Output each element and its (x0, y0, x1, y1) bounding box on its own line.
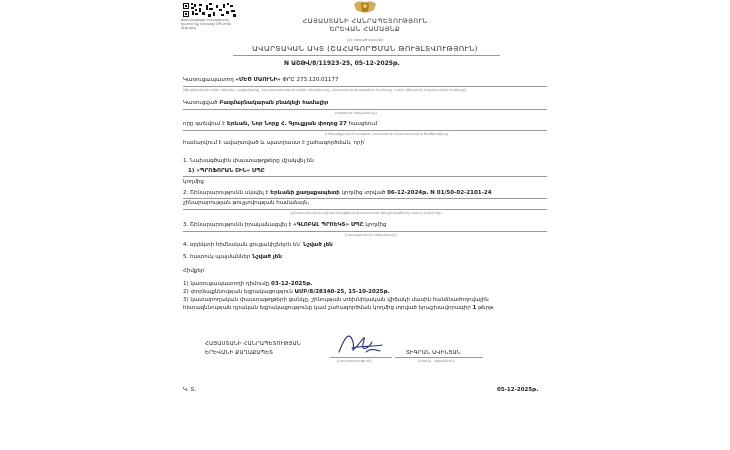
attachment-3-unit: թերթ (478, 305, 494, 311)
item2-date: 06-12-2024թ. (387, 190, 429, 196)
item3-tail: կողմից (365, 222, 387, 228)
item1-underline (183, 176, 547, 177)
signatory-name: ՏԻԳՐԱՆ ԱՎԻՆՅԱՆ (406, 350, 461, 356)
attachment-1-date: 03-12-2025թ. (271, 281, 313, 287)
location-prefix: որը գտնվում է (183, 121, 226, 127)
attachment-1 (183, 281, 312, 288)
attachment-3-line2 (183, 305, 493, 312)
item3-prefix: 3. Շինարարությունն իրականացվել է (183, 222, 292, 228)
object-underline (183, 109, 547, 110)
attachment-2-value: ԱՄԲ/8/28340-25, 15-10-2025թ. (294, 289, 390, 295)
object-caption: (օբյեկտի անվանումը) (335, 111, 377, 115)
applicant-caption: (ֆիզիկական անձի անունը, ազգանունը, իրավաբանական անձի անվանումը, պետական գրանցման համարը, հարկ վճարողի հաշվառման համարը) (183, 88, 467, 92)
item4-prefix: 4. օբյեկտի հիմնական ցուցանիշներն են՝ (183, 242, 302, 248)
item2-tail: շինարարության թույլտվության համաձայն, (183, 200, 310, 206)
attachment-3-line1: 3) կատարողական փաստաթղթերի ցանկը, շինության տեխնիկական վիճակի մասին հանձնաժողովային (183, 297, 489, 303)
attachments-heading: Հիմքեր՝ (183, 268, 206, 274)
qr-caption: Փաստաթղթի իսկությունը կարող եք ստուգել QR կոդի միջոցով (181, 18, 232, 30)
applicant-prefix: Կառուցապատող (183, 77, 234, 83)
item5-value: Նշված չեն (252, 254, 282, 260)
location-underline (183, 130, 547, 131)
item4-line (183, 242, 333, 249)
item2-number: N 01/50-02-2101-24 (430, 190, 492, 196)
item3-org: «ԳԼՈԲԱԼ ՊՐՈԵԿՏ» ՍՊԸ (293, 222, 364, 228)
attachment-3-text: հետազննության դրական եզրակացությունը կամ շահագործման կողմից տրված երաշխավորագիր (183, 305, 471, 311)
header-issuer-caption: (Հ) տրված սեղանի (346, 38, 384, 42)
attachment-2 (183, 289, 390, 296)
item4-value: Նշված չեն (302, 242, 333, 248)
signing-org-line1: ՀԱՅԱՍՏԱՆԻ ՀԱՆՐԱՊԵՏՈՒԹՅԱՆ (205, 341, 301, 347)
signing-org-line2: ԵՐԵՎԱՆԻ ՔԱՂԱՔԱՊԵՏ (205, 350, 274, 356)
applicant-name: «ՄԵԾ ՄԱՈՒՆԻ» (235, 77, 281, 83)
item2-line (183, 190, 492, 197)
location-line (183, 121, 377, 128)
applicant-underline (183, 86, 547, 87)
footer-date: 05-12-2025թ. (497, 387, 539, 393)
item3-line (183, 222, 386, 229)
handwritten-signature-icon (336, 330, 386, 358)
intro-text: համարվում է ավարտված և պատրաստ է շահագործման, որի՝ (183, 140, 366, 146)
item1-label: 1. Նախագծային փաստաթղթերը մշակվել են (183, 158, 314, 164)
item2-mid: կողմից տրված (341, 190, 386, 196)
stamp-place: Կ. Տ. (183, 387, 197, 393)
signature-caption: (ստորագրություն) (337, 359, 372, 363)
item5-line (183, 254, 282, 261)
location-address: Երևան, Նոր Նորք Հ. Գյուլքյան փողոց 27 (226, 121, 347, 127)
item2-org: Երևանի քաղաքապետի (270, 190, 340, 196)
item2-underline-2 (183, 209, 547, 210)
document-number: N ԱՇԹՎ/8/11923-25, 05-12-2025թ. (284, 60, 400, 67)
applicant-line (183, 77, 338, 84)
item5-prefix: 5. հատուկ պայմաններ (183, 254, 251, 260)
title-underline (233, 55, 500, 56)
attachment-3-count: 1 (472, 305, 477, 311)
item1-tail: կողմից (183, 179, 204, 185)
signatory-caption: (անուն, ազգանուն) (418, 359, 456, 363)
header-country: ՀԱՅԱՍՏԱՆԻ ՀԱՆՐԱՊԵՏՈՒԹՅՈՒՆ (302, 17, 428, 25)
attachment-2-prefix: 2) փորձաքննության եզրակացություն (183, 289, 293, 295)
document-title: ԱՎԱՐՏԱԿԱՆ ԱԿՏ (ՇԱՀԱԳՈՐԾՄԱՆ ԹՈՒՅԼՏՎՈՒԹՅՈՒՆ) (252, 44, 478, 53)
object-value: Բազմաբնակարան բնակելի համալիր (219, 100, 329, 106)
item2-underline (183, 198, 547, 199)
object-label: Կառուցված (183, 100, 218, 106)
coat-of-arms-icon (352, 0, 378, 16)
item3-underline (183, 231, 547, 232)
signatory-underline (395, 357, 483, 358)
attachment-1-prefix: 1) կառուցապատողի դիմումը (183, 281, 270, 287)
item3-caption: (կապալառուի անվանումը) (345, 233, 397, 237)
item1-value: 1) «ՊՐՈՖՈՐԱՆ ՇԻՆ» ՍՊԸ (188, 168, 265, 174)
signature-underline (330, 357, 392, 358)
item2-caption: (շինարարական աշխատանքների կատարման թույլտվությունը տվող մարմինը) (290, 211, 442, 215)
item2-prefix: 2. Շինարարությունն սկսվել է (183, 190, 269, 196)
header-community: ԵՐԵՎԱՆ ՀԱՄԱՅՆՔ (329, 25, 401, 33)
location-caption: (տեղանքի կամ հասցեն, հողամասի կադաստրային ծածկագիրը) (325, 132, 449, 136)
location-suffix: հասցեում (348, 121, 378, 127)
applicant-tax: ՓՐԸ 273.120.01177 (282, 77, 339, 83)
object-line (183, 100, 328, 107)
qr-code-icon (183, 3, 237, 17)
